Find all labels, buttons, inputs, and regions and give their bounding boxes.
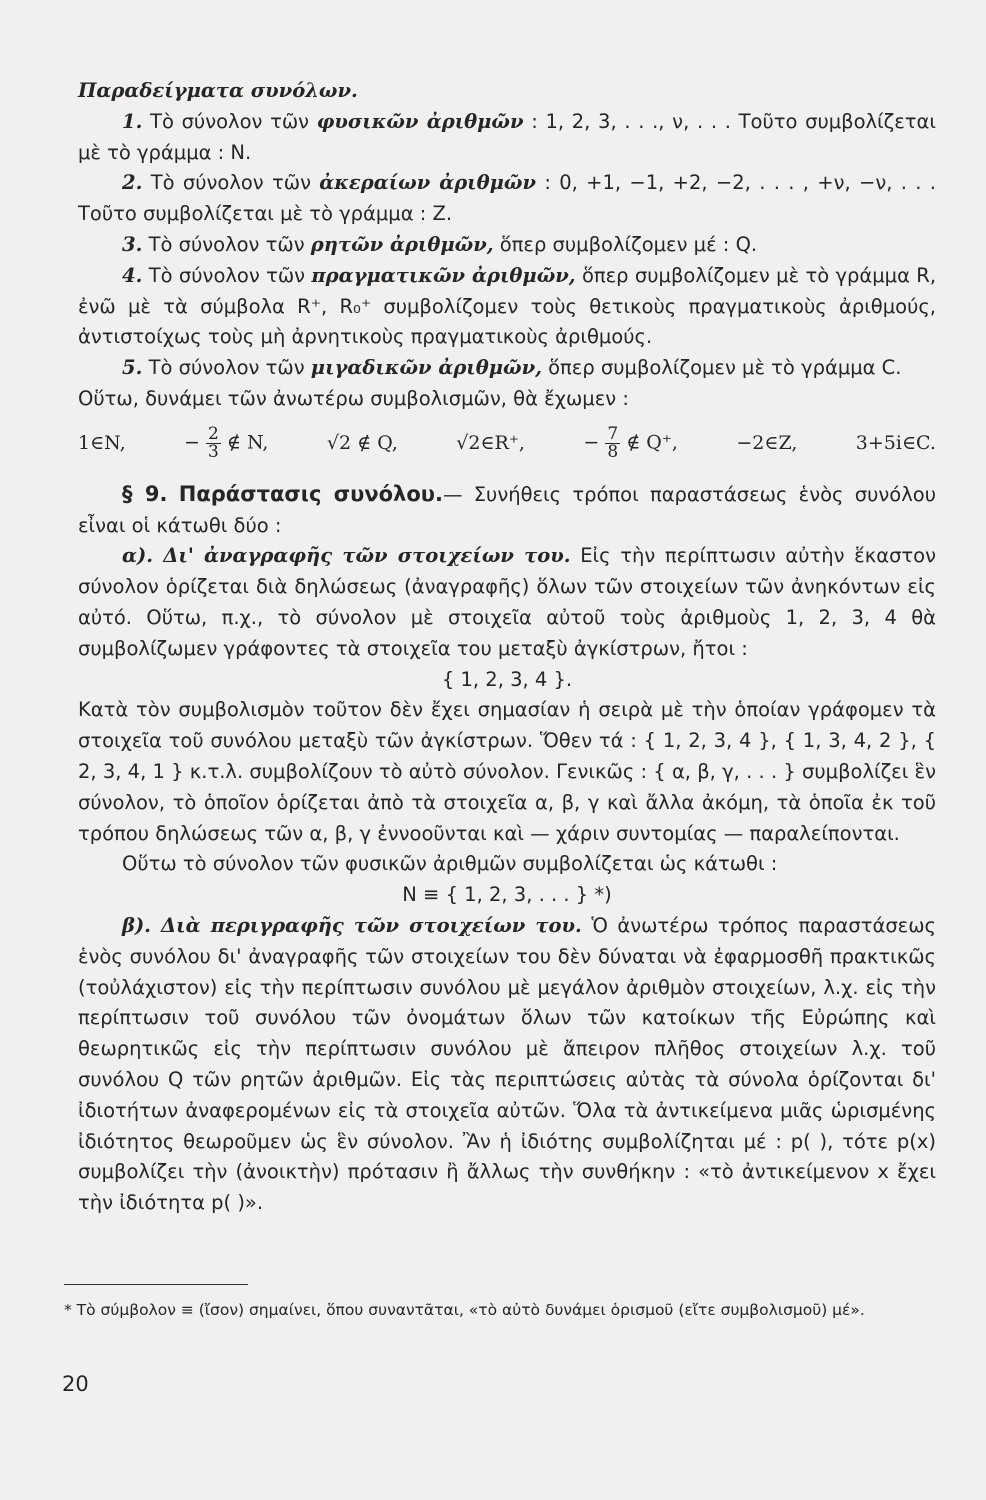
section-9-intro: § 9. Παράστασις συνόλου.— Συνήθεις τρόποι παραστάσεως ἑνὸς συνόλου εἶναι οἱ κάτωθι δύο : [78,481,936,537]
example-2: 2. Τὸ σύνολον τῶν ἀκεραίων ἀριθμῶν : 0, +1, −1, +2, −2, . . . , +ν, −ν, . . . Τοῦτο συμβολίζεται μὲ τὸ γράμμα : Z. [78,171,937,226]
set-display: { 1, 2, 3, 4 }. [441,667,573,691]
method-b: β). Διὰ περιγραφῆς τῶν στοιχείων του. Ὁ ἀνωτέρω τρόπος παραστάσεως ἑνὸς συνόλου δι' ἀναγραφῆς τῶν στοιχείων του δὲν δύναται νὰ ἐφαρμοσθῆ πρακτικῶς (τοὐλάχιστον) εἰς τὴν περίπτωσιν συνόλου μὲ μεγάλον ἀριθμὸν στοιχείων, λ.χ. εἰς τὴν περίπτωσιν τοῦ συνόλου τῶν ὀνομάτων ὅλων τῶν κατοίκων τῆς Εὐρώπης καὶ θεωρητικῶς εἰς τὴν περίπτωσιν συνόλου μὲ ἄπειρον πλῆθος στοιχείων λ.χ. τοῦ συνόλου Q τῶν ρητῶν ἀριθμῶν. Εἰς τὰς περιπτώσεις αὐτὰς τὰ σύνολα ὁρίζονται δι' ἰδιοτήτων ἀναφερομένων εἰς τὰ στοιχεῖα αὐτῶν. Ὅλα τὰ ἀντικείμενα μιᾶς ὡρισμένης ἰδιότητος θεωροῦμεν ὡς ἓν σύνολον. Ἂν ἡ ἰδιότης συμβολίζηται μέ : p( ), τότε p(x) συμβολίζει τὴν (ἀνοικτὴν) πρότασιν ἢ ἄλλως τὴν συνθήκην : «τὸ ἀντικείμενον x ἔχει τὴν ἰδιότητα p( )». [78,913,936,1215]
math-item-7: 3+5i∈C. [855,432,936,455]
example-1: 1. Τὸ σύνολον τῶν φυσικῶν ἀριθμῶν : 1, 2, 3, . . ., ν, . . . Τοῦτο συμβολίζεται μὲ τὸ γράμμα : N. [78,109,936,164]
examples-heading: Παραδείγματα συνόλων. [78,79,358,102]
footnote-divider [64,1284,248,1285]
method-a-para3: Οὕτω τὸ σύνολον τῶν φυσικῶν ἀριθμῶν συμβολίζεται ὡς κάτωθι : [122,852,778,876]
method-a-label: α). Δι' ἀναγραφῆς τῶν στοιχείων του. [122,544,571,568]
math-item-4: √2∈R⁺, [456,432,525,455]
section-title: Παράστασις συνόλου. [178,481,443,506]
body-text [78,76,936,1219]
section-number: § 9. [122,481,168,506]
example-5: 5. Τὸ σύνολον τῶν μιγαδικῶν ἀριθμῶν, ὅπερ συμβολίζομεν μὲ τὸ γράμμα C. [122,356,902,380]
membership-examples [78,419,936,469]
math-item-1: 1∈N, [78,432,126,455]
page-number: 20 [62,1372,89,1396]
method-a-para2: Κατὰ τὸν συμβολισμὸν τοῦτον δὲν ἔχει σημασίαν ἡ σειρὰ μὲ τὴν ὁποίαν γράφομεν τὰ στοιχεῖα τοῦ συνόλου μεταξὺ τῶν ἀγκίστρων. Ὅθεν τά : { 1, 2, 3, 4 }, { 1, 3, 4, 2 }, { 2, 3, 4, 1 } κ.τ.λ. συμβολίζουν τὸ αὐτὸ σύνολον. Γενικῶς : { α, β, γ, . . . } συμβολίζει ἓν σύνολον, τὸ ὁποῖον ὁρίζεται ἀπὸ τὰ στοιχεῖα α, β, γ καὶ ἄλλα ἀκόμη, τὰ ὁποῖα ἐκ τοῦ τρόπου δηλώσεως τῶν α, β, γ ἐννοοῦνται καὶ — χάριν συντομίας — παραλείπονται. [78,698,936,845]
math-item-6: −2∈Z, [736,432,798,455]
fraction-7-8: $\frac{7}{8}$ [607,424,619,463]
examples-conclusion: Οὕτω, δυνάμει τῶν ἀνωτέρω συμβολισμῶν, θὰ ἔχωμεν : [78,386,629,410]
fraction-2-3: $\frac{2}{3}$ [208,424,219,463]
math-item-5: − $\frac{7}{8}$ ∉ Q⁺, [583,424,678,463]
method-b-label: β). Διὰ περιγραφῆς τῶν στοιχείων του. [122,913,582,937]
example-3: 3. Τὸ σύνολον τῶν ρητῶν ἀριθμῶν, ὅπερ συμβολίζομεν μέ : Q. [122,232,758,256]
method-a: α). Δι' ἀναγραφῆς τῶν στοιχείων του. Εἰς τὴν περίπτωσιν αὐτὴν ἕκαστον σύνολον ὁρίζεται διὰ δηλώσεως (ἀναγραφῆς) ὅλων τῶν στοιχείων τῶν ἀνηκόντων εἰς αὐτό. Οὕτω, π.χ., τὸ σύνολον μὲ στοιχεῖα αὐτοῦ τοὺς ἀριθμοὺς 1, 2, 3, 4 θὰ συμβολίζωμεν γράφοντες τὰ στοιχεῖα του μεταξὺ ἀγκίστρων, ἤτοι : [78,544,936,660]
example-4: 4. Τὸ σύνολον τῶν πραγματικῶν ἀριθμῶν, ὅπερ συμβολίζομεν μὲ τὸ γράμμα R, ἐνῶ μὲ τὰ σύμβολα R⁺, R₀⁺ συμβολίζομεν τοὺς θετικοὺς πραγματικοὺς ἀριθμούς, ἀντιστοίχως τοὺς μὴ ἀρνητικοὺς πραγματικοὺς ἀριθμούς. [78,263,937,349]
math-item-2: − $\frac{2}{3}$ ∉ N, [184,424,269,463]
natural-numbers-display: N ≡ { 1, 2, 3, . . . } *) [402,883,612,907]
footnote: * Τὸ σύμβολον ≡ (ἴσον) σημαίνει, ὅπου συναντᾶται, «τὸ αὐτὸ δυνάμει ὁρισμοῦ (εἴτε συμβολισμοῦ) μέ». [64,1301,865,1319]
math-item-3: √2 ∉ Q, [326,432,398,455]
